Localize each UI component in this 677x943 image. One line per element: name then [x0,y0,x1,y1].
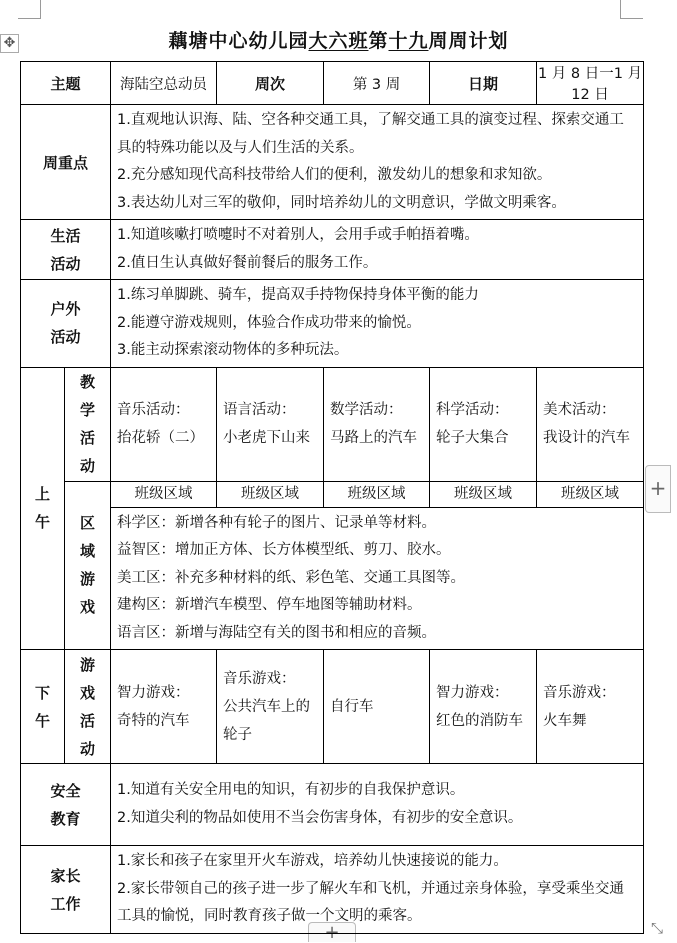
game-activity [111,650,217,764]
game-type: 音乐游戏： [543,684,616,701]
area-header: 班级区域 [537,481,644,507]
title-prefix: 藕塘中心幼儿园 [168,30,309,52]
area-line: 建构区：新增汽车模型、停车地图等辅助材料。 [117,597,422,613]
weekly-focus-line: 2.充分感知现代高科技带给人们的便利，激发幼儿的想象和求知欲。 [117,167,552,183]
afternoon-label [21,650,65,764]
teaching-activity [430,367,537,481]
game-activity [217,650,324,764]
safety-label-1: 安全 [50,781,81,800]
game-type: 智力游戏： [117,684,190,701]
game-type: 智力游戏： [436,684,509,701]
parents-content [111,846,644,934]
game-name: 火车舞 [543,712,587,729]
safety-line: 2.知道尖利的物品如使用不当会伤害身体，有初步的安全意识。 [117,809,523,826]
add-column-plus-icon[interactable]: + [645,465,671,513]
area-content-row [21,507,644,650]
games-label-char: 动 [80,739,96,758]
daily-life-label [21,220,111,280]
teaching-label-char: 动 [80,457,96,475]
area-label-char: 游 [80,570,96,589]
afternoon-label-2: 午 [34,711,50,730]
area-header-row [21,481,644,507]
outdoor-label-2: 活动 [50,328,81,347]
outdoor-content [111,280,644,368]
area-header: 班级区域 [324,481,430,507]
weekly-focus-row [21,105,644,220]
safety-label [21,764,111,846]
date-value: 1 月 8 日一1 月 12 日 [537,62,644,105]
weekly-focus-line: 3.表达幼儿对三军的敬仰，同时培养幼儿的文明意识，学做文明乘客。 [117,194,566,211]
afternoon-label-1: 下 [34,683,50,702]
area-label [65,481,111,650]
daily-life-label-1: 生活 [50,226,81,245]
teaching-activity [537,367,644,481]
resize-diagonal-icon[interactable]: ⤡ [650,919,663,937]
outdoor-line: 2.能遵守游戏规则，体验合作成功带来的愉悦。 [117,314,421,331]
parents-row [21,846,644,934]
outdoor-line: 1.练习单脚跳、骑车，提高双手持物保持身体平衡的能力 [117,287,479,303]
daily-life-row [21,220,644,280]
crop-mark-top-left [18,0,41,19]
teaching-label-char: 教 [80,373,96,391]
afternoon-row [21,650,644,764]
page-title [0,26,677,53]
activity-type: 美术活动： [543,402,616,418]
daily-life-content [111,220,644,280]
outdoor-row [21,280,644,368]
area-label-char: 区 [80,514,96,533]
safety-content [111,764,644,846]
week-value: 第 3 周 [324,62,430,105]
daily-life-line: 2.值日生认真做好餐前餐后的服务工作。 [117,254,378,271]
area-line: 科学区：新增各种有轮子的图片、记录单等材料。 [117,514,437,531]
title-middle: 第 [368,30,389,52]
activity-name: 马路上的汽车 [330,430,418,446]
teaching-label-char: 学 [80,401,96,419]
game-name: 自行车 [330,698,374,715]
move-arrows-icon[interactable]: ✥ [0,34,19,53]
parents-label-2: 工作 [50,894,81,913]
activity-name: 抬花轿（二） [117,430,205,446]
parents-line: 2.家长带领自己的孩子进一步了解火车和飞机，并通过亲身体验，享受乘坐交通工具的愉悦，同时教育孩子做一个文明的乘客。 [117,880,624,925]
add-row-plus-icon[interactable]: + [308,922,356,942]
games-label-char: 游 [80,655,96,674]
parents-label-1: 家长 [50,866,81,885]
crop-mark-top-right [620,0,643,19]
activity-type: 数学活动： [330,402,403,418]
safety-label-2: 教育 [50,809,81,828]
teaching-label [65,367,111,481]
area-label-char: 域 [80,542,96,561]
daily-life-label-2: 活动 [50,254,81,273]
area-header: 班级区域 [111,481,217,507]
game-activity [324,650,430,764]
morning-label-1: 上 [34,485,50,504]
theme-label: 主题 [21,62,111,105]
morning-teaching-row [21,367,644,481]
area-header: 班级区域 [430,481,537,507]
title-week: 十九 [388,30,429,52]
outdoor-label-1: 户外 [50,300,81,319]
teaching-activity [324,367,430,481]
area-line: 美工区：补充多种材料的纸、彩色笔、交通工具图等。 [117,569,466,586]
games-label [65,650,111,764]
activity-name: 我设计的汽车 [543,430,631,446]
game-name: 奇特的汽车 [117,712,190,729]
teaching-label-char: 活 [80,429,96,447]
game-name: 公共汽车上的轮子 [223,698,311,743]
teaching-activity [217,367,324,481]
game-type: 音乐游戏： [223,670,296,687]
daily-life-line: 1.知道咳嗽打喷嚏时不对着别人，会用手或手帕捂着嘴。 [117,227,479,243]
outdoor-label [21,280,111,368]
area-content [111,507,644,650]
game-name: 红色的消防车 [436,712,524,729]
title-class: 大六班 [308,30,369,52]
morning-label-2: 午 [34,513,50,532]
activity-type: 科学活动： [436,402,509,418]
activity-type: 语言活动： [223,402,296,418]
activity-type: 音乐活动： [117,402,190,418]
weekly-focus-label: 周重点 [21,105,111,220]
safety-line: 1.知道有关安全用电的知识，有初步的自我保护意识。 [117,782,465,798]
date-label: 日期 [430,62,537,105]
weekly-focus-line: 1.直观地认识海、陆、空各种交通工具，了解交通工具的演变过程、探索交通工具的特殊功能以及与人们生活的关系。 [117,112,624,156]
activity-name: 轮子大集合 [436,430,509,446]
area-line: 语言区：新增与海陆空有关的图书和相应的音频。 [117,624,437,641]
game-activity [537,650,644,764]
games-label-char: 活 [80,711,96,730]
area-header: 班级区域 [217,481,324,507]
week-label: 周次 [217,62,324,105]
safety-row [21,764,644,846]
parents-line: 1.家长和孩子在家里开火车游戏，培养幼儿快速接说的能力。 [117,853,508,870]
theme-value: 海陆空总动员 [111,62,217,105]
weekly-focus-content [111,105,644,220]
morning-label [21,367,65,650]
area-label-char: 戏 [80,598,96,617]
title-suffix: 周周计划 [428,30,509,52]
outdoor-line: 3.能主动探索滚动物体的多种玩法。 [117,342,349,358]
header-row [21,62,644,105]
activity-name: 小老虎下山来 [223,430,311,446]
parents-label [21,846,111,934]
game-activity [430,650,537,764]
weekly-plan-table [20,61,644,934]
teaching-activity [111,367,217,481]
area-line: 益智区：增加正方体、长方体模型纸、剪刀、胶水。 [117,542,451,558]
games-label-char: 戏 [80,683,96,702]
